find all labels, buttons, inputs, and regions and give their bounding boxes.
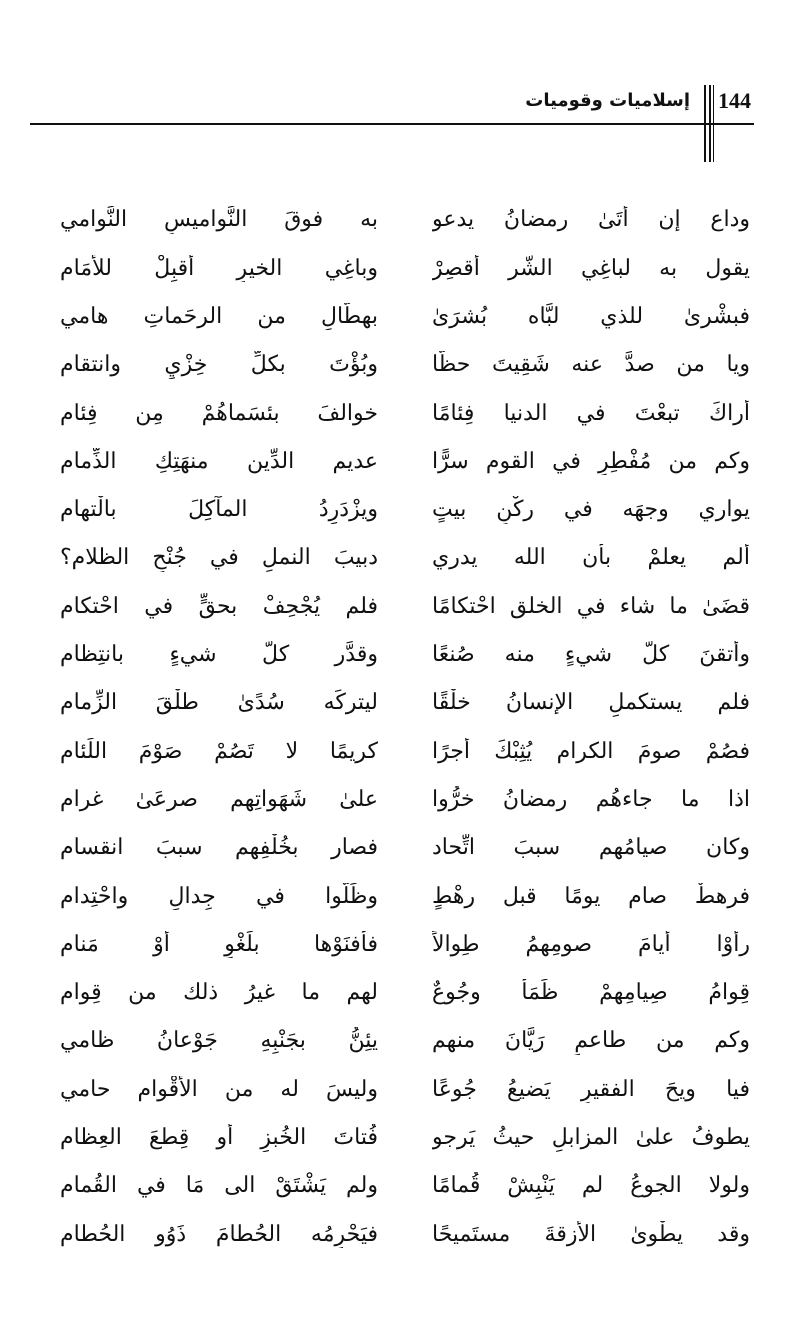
verse-row: [60, 872, 750, 920]
second-hemistich: وباغِي الخيرِ أقبِلْ للأمَام: [60, 255, 378, 281]
first-hemistich: ألم يعلمْ بأن الله يدري: [432, 545, 750, 571]
second-hemistich: بهطَّالٍ من الرحَماتِ هامي: [60, 303, 378, 329]
verse-row: [60, 389, 750, 437]
second-hemistich: فُتاتَ الخُبزِ أو قِطعَ العِظام: [60, 1125, 378, 1151]
second-hemistich: وظَلُّوا في جِدالٍ واحْتِدام: [60, 883, 378, 909]
second-hemistich: كريمًا لا تَصُمْ صَوْمَ اللِّئام: [60, 738, 378, 764]
second-hemistich: به فوقَ النَّواميسِ النَّوامي: [60, 207, 378, 233]
verse-row: [60, 1210, 750, 1258]
verse-row: [60, 437, 750, 485]
verse-row: [60, 582, 750, 630]
verse-row: [60, 341, 750, 389]
second-hemistich: لهم ما غيرُ ذلك من قِوام: [60, 980, 378, 1006]
first-hemistich: قضَىٰ ما شاء في الخلق احْتكامًا: [432, 593, 750, 619]
first-hemistich: وكم من طاعمٍ رَيَّانَ منهم: [432, 1028, 750, 1054]
second-hemistich: عديمِ الدِّينِ منهَتِكِ الذِّمام: [60, 448, 378, 474]
verse-row: [60, 920, 750, 968]
verse-row: [60, 534, 750, 582]
first-hemistich: يواري وجهَه في ركْنِ بيتٍ: [432, 497, 750, 523]
header-rule: [30, 123, 754, 125]
first-hemistich: قِوامُ صِيامِهمْ ظَمَأٌ وجُوعٌ: [432, 980, 750, 1006]
first-hemistich: وكان صيامُهم سببَ اتِّحاد: [432, 835, 750, 861]
header-vertical-rule: [709, 85, 711, 162]
verse-row: [60, 1017, 750, 1065]
verse-row: [60, 1114, 750, 1162]
verse-row: [60, 293, 750, 341]
first-hemistich: أراكَ تبعْتَ في الدنيا فِئامًا: [432, 400, 750, 426]
first-hemistich: وكم من مُفْطِرٍ في القوم سرًّا: [432, 448, 750, 474]
second-hemistich: ليتركَه سُدًىٰ طلْقَ الزِّمام: [60, 690, 378, 716]
second-hemistich: فيَحْرِمُه الحُطامَ ذَوُو الحُطام: [60, 1221, 378, 1247]
first-hemistich: وداع إن أتَىٰ رمضانُ يدعو: [432, 207, 750, 233]
first-hemistich: رأوْا أيامَ صومِهِمُ طِوالاً: [432, 931, 750, 957]
first-hemistich: فبشْرىٰ للذي لبَّاه بُشرَىٰ: [432, 303, 750, 329]
verse-row: [60, 824, 750, 872]
verse-row: [60, 727, 750, 775]
page-number: 144: [718, 88, 751, 113]
second-hemistich: دبيبَ النملِ في جُنْحِ الظلام؟: [60, 545, 378, 571]
verse-row: [60, 631, 750, 679]
first-hemistich: ولولا الجوعُ لم يَنْبِشْ قُمامًا: [432, 1173, 750, 1199]
verse-row: [60, 486, 750, 534]
verse-row: [60, 1065, 750, 1113]
first-hemistich: فيا ويحَ الفقيرِ يَضيعُ جُوعًا: [432, 1076, 750, 1102]
first-hemistich: اذا ما جاءهُم رمضانُ خرُّوا: [432, 786, 750, 812]
first-hemistich: فرهطٌ صام يومًا قبل رهْطٍ: [432, 883, 750, 909]
second-hemistich: فأفنَوْها بلَغْوٍ أوْ مَنام: [60, 931, 378, 957]
first-hemistich: فصُمْ صومَ الكرامِ يُثِبْكَ أجرًا: [432, 738, 750, 764]
second-hemistich: فلم يُجْحِفْ بحقٍّ في احْتكام: [60, 593, 378, 619]
verse-row: [60, 969, 750, 1017]
running-header-title: إسلاميات وقوميات: [525, 90, 690, 111]
second-hemistich: وقدَّر كلَّ شيءٍ بانتِظام: [60, 642, 378, 668]
second-hemistich: ويزْدَرِدُ المآكِلَ بالْتهام: [60, 497, 378, 523]
second-hemistich: خوالفَ بئسَماهُمْ مِن فِئام: [60, 400, 378, 426]
verse-row: [60, 1162, 750, 1210]
second-hemistich: ولم يَشْتَقْ الى مَا في القُمام: [60, 1173, 378, 1199]
header-vertical-rule: [713, 85, 714, 162]
first-hemistich: وقد يطْوىٰ الأزقةَ مستَميحًا: [432, 1221, 750, 1247]
first-hemistich: فلم يستكملِ الإنسانُ خلْقًا: [432, 690, 750, 716]
verse-row: [60, 679, 750, 727]
verse-row: [60, 776, 750, 824]
first-hemistich: وأتقنَ كلَّ شيءٍ منه صُنعًا: [432, 642, 750, 668]
second-hemistich: يئِنُّ بجَنْبِهِ جَوْعانُ ظامي: [60, 1028, 378, 1054]
verse-row: [60, 244, 750, 292]
header-vertical-rule: [704, 85, 706, 162]
verse-row: [60, 196, 750, 244]
second-hemistich: وبُؤْتَ بكلِّ خِزْيٍ وانتقام: [60, 352, 378, 378]
poem-verses: [60, 196, 750, 1259]
first-hemistich: يقول به لباغِي الشَّر أقصِرْ: [432, 255, 750, 281]
first-hemistich: يطوفُ علىٰ المزابلِ حيثُ يَرجو: [432, 1125, 750, 1151]
second-hemistich: علىٰ شَهَواتِهم صرعَىٰ غرام: [60, 786, 378, 812]
second-hemistich: فصار بخُلْفِهم سببَ انقسام: [60, 835, 378, 861]
second-hemistich: وليسَ له من الأقْوامِ حامي: [60, 1076, 378, 1102]
first-hemistich: ويا من صدَّ عنه شَقِيتَ حظًّا: [432, 352, 750, 378]
